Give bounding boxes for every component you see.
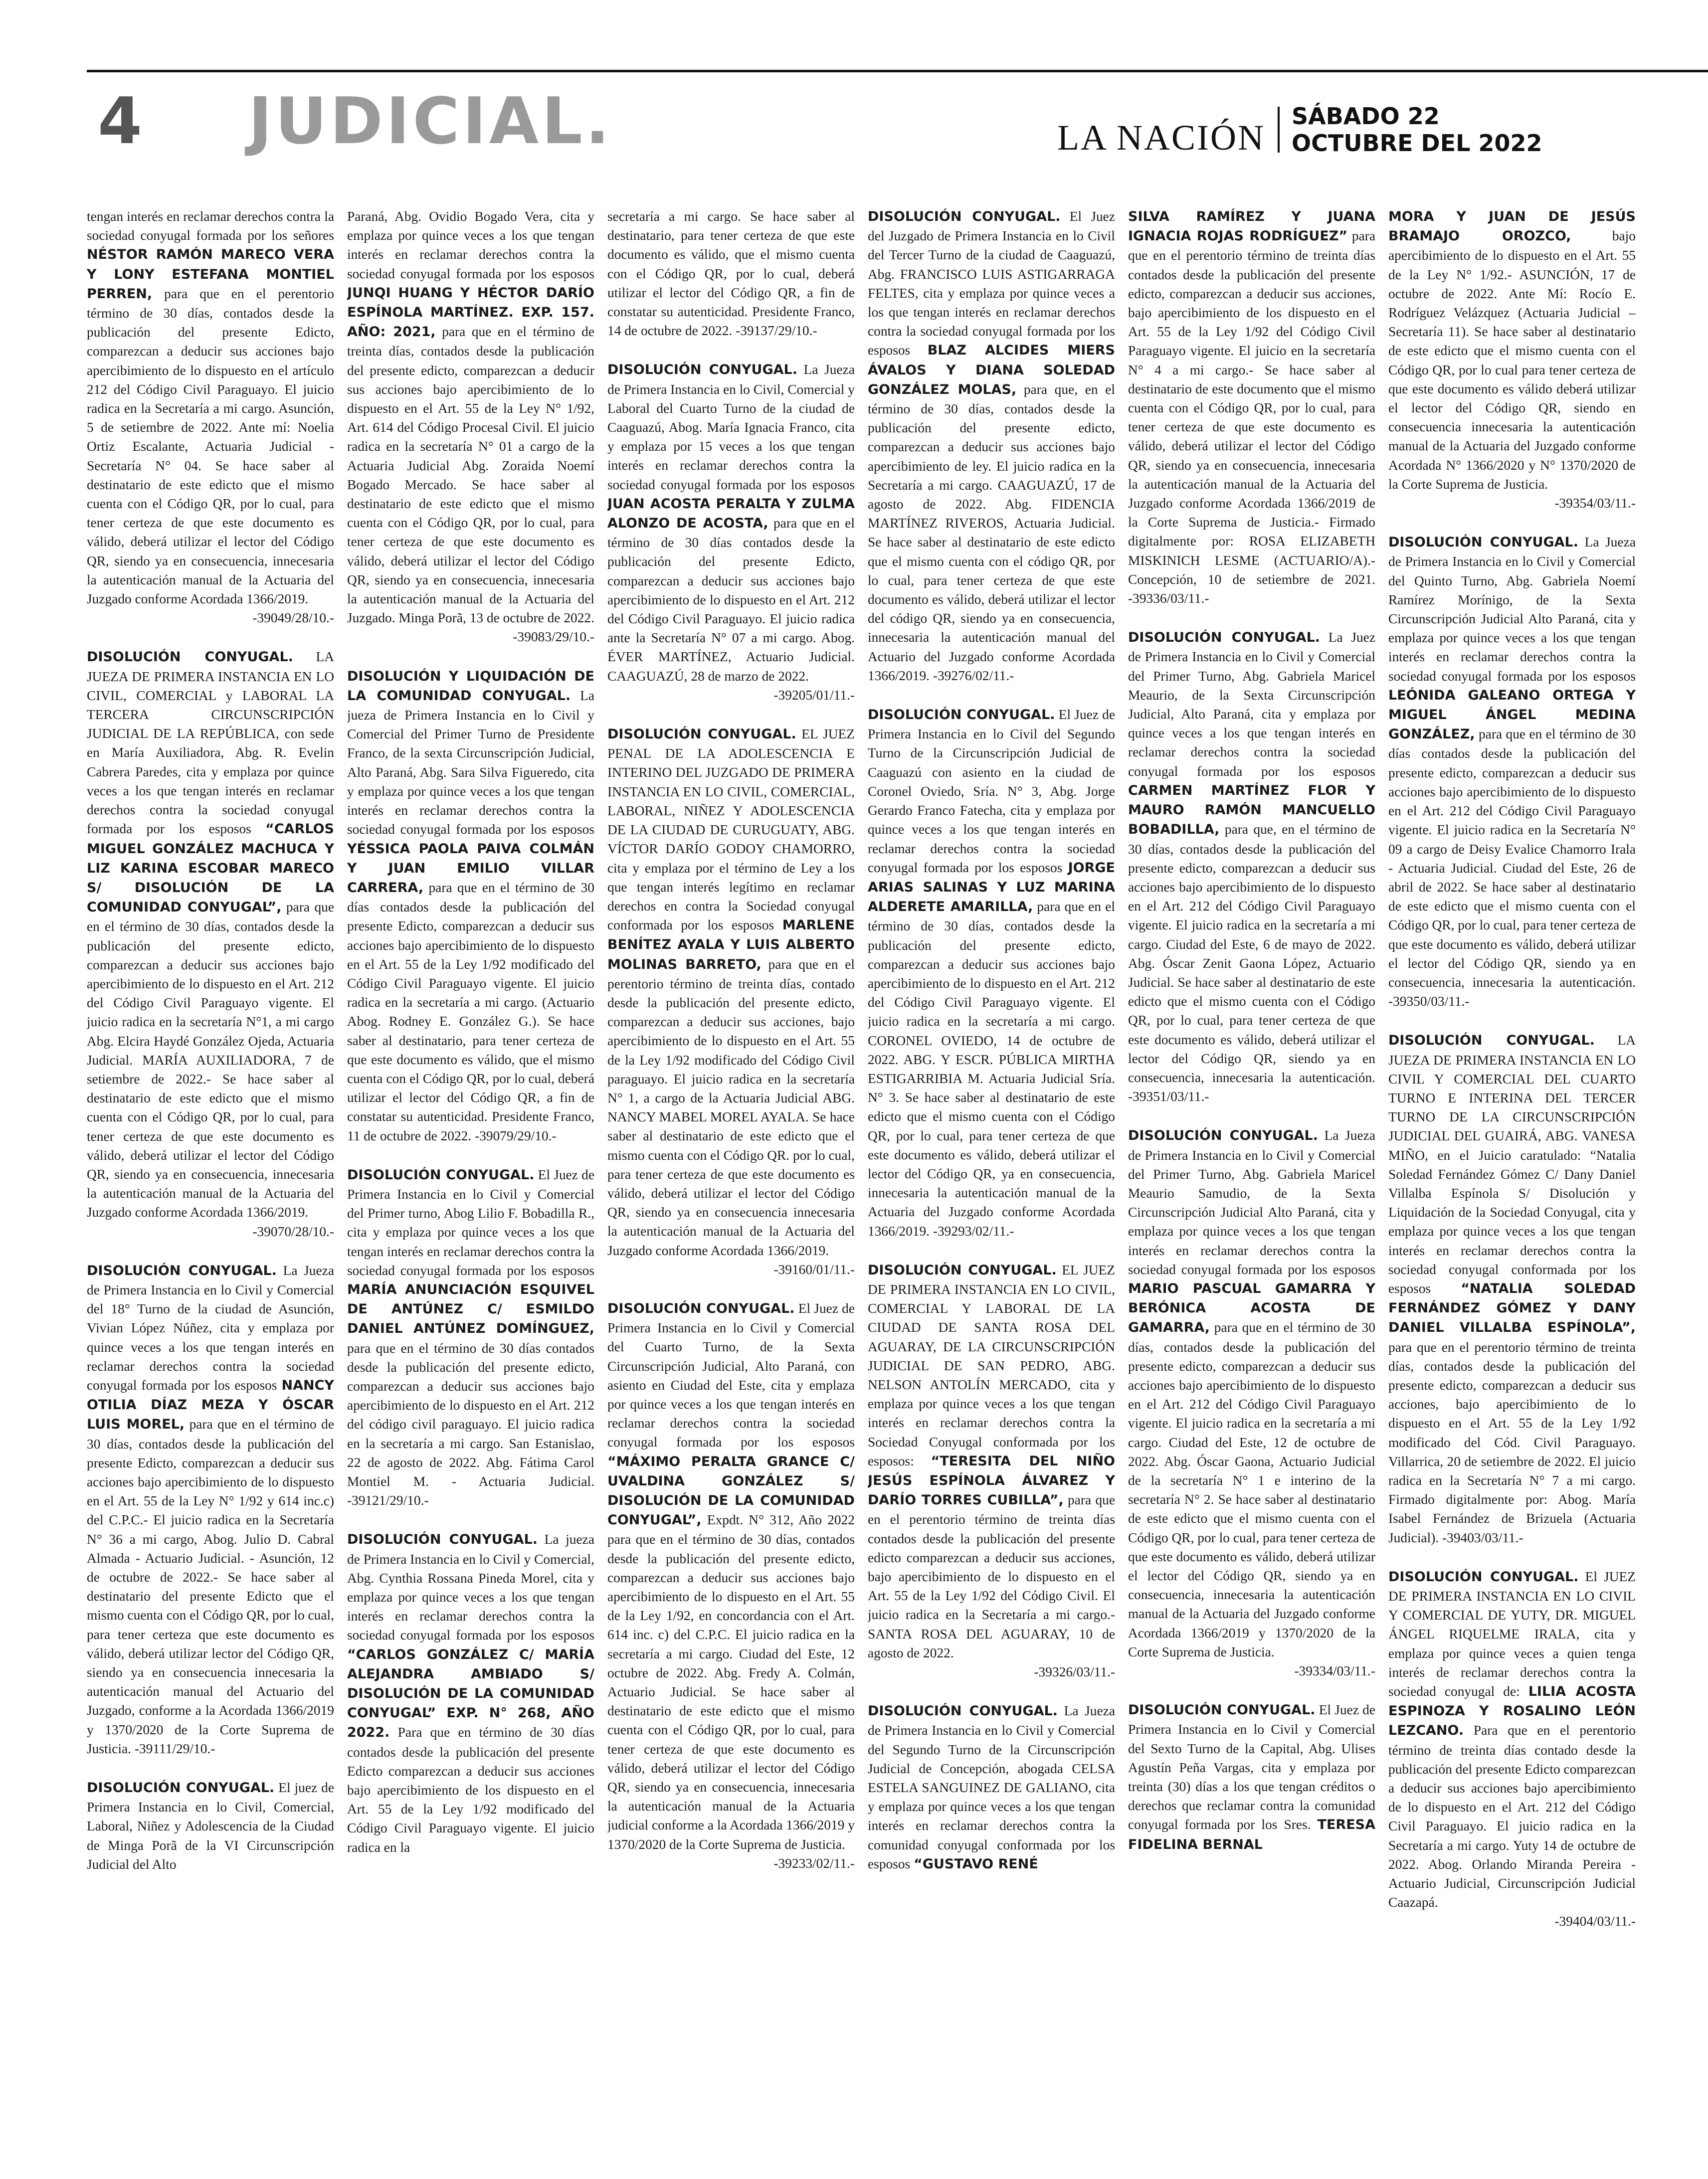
column-4 — [868, 207, 1115, 2157]
legal-notice — [1388, 533, 1636, 1011]
notice-reference-code: -39326/03/11.- — [1034, 1664, 1115, 1680]
notice-text: El Juez de Primera Instancia en lo Civil y Comercial del Sexto Turno de la Capital, Abg. Ulises Agustín Peña Vargas, cita y emplaza por treinta (30) días a los que tengan créditos o derechos que reclamar contra la comunidad conyugal formada por los Sres. — [1128, 1702, 1375, 1832]
legal-notice — [607, 360, 855, 705]
legal-notice — [1388, 1031, 1636, 1547]
notice-text: para que en el término de 30 días contados desde la publicación del presente edicto, comparezcan a deducir sus acciones bajo apercibimiento de lo dispuesto en el Art. 212 del código civil paraguayo. El juicio radica en la secretaría a mi cargo. San Estanislao, 22 de agosto de 2022. Abg. Fátima Carol Montiel M. - Actuaria Judicial. -39121/29/10.- — [347, 1340, 594, 1508]
notice-text: para que en el perentorio término de treinta días contados desde la publicación del presente edicto comparezcan a deducir sus acciones, bajo apercibimiento de lo dispuesto en el Art. 55 de la Ley 1/92 del Código Civil. El juicio radica en la Secretaría a mi cargo.- SANTA ROSA DEL AGUARAY, 10 de agosto de 2022. — [868, 1492, 1115, 1660]
notice-highlight: “MÁXIMO PERALTA GRANCE C/ UVALDINA GONZÁLEZ S/ DISOLUCIÓN DE LA COMUNIDAD CONYUGAL”, — [607, 1453, 855, 1528]
notice-reference-code: -39070/28/10.- — [252, 1224, 334, 1239]
column-1 — [87, 207, 334, 2157]
notice-highlight: LEÓNIDA GALEANO ORTEGA Y MIGUEL ÁNGEL MEDINA GONZÁLEZ, — [1388, 687, 1636, 742]
notice-highlight: DISOLUCIÓN CONYUGAL. — [347, 1167, 535, 1183]
notice-text: para que en el perentorio término de treinta días contados desde la publicación del presente edicto, comparezcan a deducir sus acciones, bajo apercibimiento de los dispuesto en el Art. 55 de la Ley 1/92 del Código Civil Paraguayo vigente. El juicio en la secretaría N° 4 a mi cargo.- Se hace saber al destinatario de este documento que el mismo cuenta con el Código QR, por lo cual, para tener certeza de que este documento es válido, deberá utilizar el lector del Código QR, siendo ya en consecuencia, innecesaria la autenticación manual de la Actuaria del Juzgado conforme Acordada 1366/2019 de la Corte Suprema de Justicia.- Firmado digitalmente por: ROSA ELIZABETH MISKINICH LESME (ACTUARIO/A).- Concepción, 10 de setiembre de 2021. -39336/03/11.- — [1128, 228, 1375, 606]
notice-text: para que en el perentorio término de 30 días, contados desde la publicación del presente Edicto, comparezcan a deducir sus acciones bajo apercibimiento de lo dispuesto en el artículo 212 del Código Civil Paraguayo. El juicio radica en la Secretaría a mi cargo. Asunción, 5 de setiembre de 2022. Ante mí: Noelia Ortiz Escalante, Actuaria Judicial - Secretaría N° 04. Se hace saber al destinatario de este edicto que el mismo cuenta con el Código QR, por lo cual, para tener certeza de que este documento es válido, deberá utilizar el lector del Código QR, siendo ya en consecuencia, innecesaria la autenticación manual de la Actuaria del Juzgado conforme Acordada 1366/2019. — [87, 286, 334, 607]
notice-highlight: JORGE ARIAS SALINAS Y LUZ MARINA ALDERETE AMARILLA, — [868, 860, 1115, 915]
legal-notice — [1128, 1700, 1375, 1854]
notice-highlight: MARÍA ANUNCIACIÓN ESQUIVEL DE ANTÚNEZ C/ ESMILDO DANIEL ANTÚNEZ DOMÍNGUEZ, — [347, 1281, 594, 1337]
notice-highlight: “CARLOS GONZÁLEZ C/ MARÍA ALEJANDRA AMBIADO S/ DISOLUCIÓN DE LA COMUNIDAD CONYUGAL” EXP. N° 268, AÑO 2022. — [347, 1646, 594, 1741]
legal-notice — [87, 1778, 334, 1874]
notice-text: bajo apercibimiento de lo dispuesto en el Art. 55 de la Ley N° 1/92.- ASUNCIÓN, 17 de octubre de 2022. Ante Mí: Rocío E. Rodríguez Velázquez (Actuaria Judicial – Secretaría 11). Se hace saber al destinatario de este edicto que el mismo cuenta con el Código QR, por lo cual para tener certeza de que este documento es válido deberá utilizar el lector del Código QR, siendo en consecuencia innecesaria la autenticación manual de la Actuaria del Juzgado conforme Acordada N° 1366/2020 y N° 1370/2020 de la Corte Suprema de Justicia. — [1388, 228, 1636, 492]
notice-highlight: MORA Y JUAN DE JESÚS BRAMAJO OROZCO, — [1388, 209, 1636, 244]
legal-notice — [1128, 1126, 1375, 1680]
notice-highlight: YÉSSICA PAOLA PAIVA COLMÁN Y JUAN EMILIO VILLAR CARRERA, — [347, 841, 594, 896]
notice-reference-code: -39160/01/11.- — [773, 1262, 855, 1277]
notice-text: EL JUEZ DE PRIMERA INSTANCIA EN LO CIVIL, COMERCIAL Y LABORAL DE LA CIUDAD DE SANTA ROSA DEL AGUARAY, DE LA CIRCUNSCRIPCIÓN JUDICIAL DE SAN PEDRO, ABG. NELSON ANTOLÍN MERCADO, cita y emplaza por quince veces a los que tengan interés en reclamar derechos contra la Sociedad Conyugal conformada por los esposos: — [868, 1262, 1115, 1468]
notice-text: El juez de Primera Instancia en lo Civil, Comercial, Laboral, Niñez y Adolescencia de la Ciudad de Minga Porã de la VI Circunscripción Judicial del Alto — [87, 1780, 334, 1872]
notice-highlight: “NATALIA SOLEDAD FERNÁNDEZ GÓMEZ Y DANY DANIEL VILLALBA ESPÍNOLA”, — [1388, 1280, 1636, 1336]
legal-notice — [347, 1530, 594, 1856]
notice-highlight: CARMEN MARTÍNEZ FLOR Y MAURO RAMÓN MANCUELLO BOBADILLA, — [1128, 782, 1375, 838]
issue-date-day: SÁBADO 22 — [1292, 103, 1440, 130]
notice-reference-code: -39334/03/11.- — [1294, 1663, 1375, 1679]
notice-highlight: SILVA RAMÍREZ Y JUANA IGNACIA ROJAS RODRÍGUEZ” — [1128, 209, 1375, 244]
notice-highlight: LILIA ACOSTA ESPINOZA Y ROSALINO LEÓN LEZCANO. — [1388, 1684, 1636, 1739]
newspaper-logo: LA NACIÓN — [1057, 118, 1265, 158]
notice-text: para que en el término de 30 días, contados desde la publicación del presente Edicto, comparezcan a deducir sus acciones bajo apercibimiento de lo dispuesto en el Art. 55 de la Ley N° 1/92 y 614 inc.c) del C.P.C.- El juicio radica en la Secretaría N° 36 a mi cargo, Abog. Julio D. Cabral Almada - Actuario Judicial. - Asunción, 12 de octubre de 2022.- Se hace saber al destinatario del presente Edicto que el mismo cuenta con el Código QR, por lo cual, para tener certeza que este documento es válido, deberá utilizar lector del Código QR, siendo ya en consecuencia innecesaria la autenticación manual del Actuario del Juzgado, conforme a la Acordada 1366/2019 y 1370/2020 de la Corte Suprema de Justicia. -39111/29/10.- — [87, 1417, 334, 1756]
date-divider — [1278, 107, 1280, 153]
notice-highlight: DISOLUCIÓN CONYUGAL. — [87, 1780, 275, 1796]
notice-highlight: MARLENE BENÍTEZ AYALA Y LUIS ALBERTO MOLINAS BARRETO, — [607, 917, 855, 972]
notice-highlight: DISOLUCIÓN CONYUGAL. — [868, 1262, 1057, 1278]
notice-text: para que, en el término de 30 días, contados desde la publicación del presente edicto, comparezcan a deducir sus acciones bajo apercibimiento de lo dispuesto en el Art. 212 del Código Civil Paraguayo vigente. El juicio radica en la secretaría a mi cargo. Ciudad del Este, 6 de mayo de 2022. Abg. Óscar Zenit Gaona López, Actuario Judicial. Se hace saber al destinatario de este edicto que el mismo cuenta con el Código QR, por lo cual, para tener certeza de que este documento es válido, deberá utilizar el lector del Código QR, siendo ya en consecuencia, innecesaria la autenticación. -39351/03/11.- — [1128, 822, 1375, 1104]
notice-highlight: JUNQI HUANG Y HÉCTOR DARÍO ESPÍNOLA MARTÍNEZ. EXP. 157. AÑO: 2021, — [347, 285, 594, 340]
legal-notice — [607, 207, 855, 340]
notice-highlight: DISOLUCIÓN CONYUGAL. — [868, 1703, 1058, 1719]
notice-text: tengan interés en reclamar derechos contra la sociedad conyugal formada por los señores — [87, 209, 334, 243]
section-title: JUDICIAL. — [248, 84, 613, 159]
notice-text: La Jueza de Primera Instancia en lo Civil y Comercial del Quinto Turno, Abg. Gabriela Noemí Ramírez Morínigo, de la Sexta Circunscripción Judicial Alto Paraná, cita y emplaza por quince veces a los que tengan interés en reclamar derechos contra la sociedad conyugal formada por los esposos — [1388, 535, 1636, 684]
notice-text: Para que en el perentorio término de treinta días contado desde la publicación del presente Edicto comparezcan a deducir sus acciones bajo apercibimiento de lo dispuesto en el Art. 212 del Código Civil Paraguayo. El juicio radica en la Secretaría a mi cargo. Yuty 14 de octubre de 2022. Abog. Orlando Miranda Pereira - Actuario Judicial, Circunscripción Judicial Caazapá. — [1388, 1723, 1636, 1910]
legal-notice — [1388, 1567, 1636, 1931]
notice-text: El Juez de Primera Instancia en lo Civil y Comercial del Cuarto Turno, de la Sexta Circunscripción Judicial, Alto Paraná, con asiento en Ciudad del Este, cita y emplaza por quince veces a los que tengan interés en reclamar derechos contra la sociedad conyugal formada por los esposos — [607, 1300, 855, 1450]
notice-highlight: DISOLUCIÓN CONYUGAL. — [1388, 1569, 1579, 1585]
notice-text: El JUEZ DE PRIMERA INSTANCIA EN LO CIVIL Y COMERCIAL DE YUTY, DR. MIGUEL ÁNGEL RIQUELME IRALA, cita y emplaza por quince veces a quien tenga interés de reclamar derechos contra la sociedad conyugal de: — [1388, 1569, 1636, 1699]
notice-highlight: DISOLUCIÓN CONYUGAL. — [1388, 535, 1578, 550]
legal-notice — [868, 207, 1115, 685]
notice-reference-code: -39233/02/11.- — [773, 1855, 855, 1871]
notice-reference-code: -39205/01/11.- — [773, 687, 855, 703]
notice-text: para que en el término de 30 días, contados desde la publicación del presente edicto, comparezcan a deducir sus acciones bajo apercibimiento de lo dispuesto en el Art. 212 del Código Civil Paraguayo vigente. El juicio radica en la secretaría a mi cargo. Ciudad del Este, 12 de octubre de 2022. Abg. Óscar Gaona, Actuario Judicial de la secretaría N° 1 e interino de la secretaría N° 2. Se hace saber al destinatario de este edicto que el mismo cuenta con el Código QR, por lo cual, para tener certeza de que este documento es válido, deberá utilizar el lector del Código QR, siendo ya en consecuencia, innecesaria la autenticación manual de la Actuaria del Juzgado conforme Acordada 1366/2019 y 1370/2020 de la Corte Suprema de Justicia. — [1128, 1320, 1375, 1659]
notice-highlight: DISOLUCIÓN CONYUGAL. — [607, 726, 796, 742]
notice-highlight: DISOLUCIÓN CONYUGAL. — [1388, 1033, 1595, 1049]
legal-notice — [868, 1261, 1115, 1681]
legal-notice — [1388, 207, 1636, 513]
notice-text: La Jueza de Primera Instancia en lo Civil y Comercial del 18° Turno de la ciudad de Asunción, Vivian López Núñez, cita y emplaza por quince veces a los que tengan interés en reclamar derechos contra la sociedad conyugal formada por los esposos — [87, 1263, 334, 1393]
legal-notice — [607, 1299, 855, 1873]
legal-notice — [87, 647, 334, 1241]
notice-text: LA JUEZA DE PRIMERA INSTANCIA EN LO CIVIL Y COMERCIAL DEL CUARTO TURNO E INTERINA DEL TERCER TURNO DE LA CIRCUNSCRIPCIÓN JUDICIAL DEL GUAIRÁ, ABG. VANESA MIÑO, en el Juicio caratulado: “Natalia Soledad Fernández Gómez C/ Dany Daniel Villalba Espínola S/ Disolución y Liquidación de la Sociedad Conyugal, cita y emplaza por quince veces a los que tengan interés en reclamar derechos contra la sociedad conyugal conformada por los esposos — [1388, 1033, 1636, 1296]
column-6 — [1388, 207, 1636, 2157]
notice-text: La jueza de Primera Instancia en lo Civil y Comercial del Primer Turno de Presidente Franco, de la sexta Circunscripción Judicial, Alto Paraná, Abg. Sara Silva Figueredo, cita y emplaza por quince veces a los que tengan interés en reclamar derechos contra la sociedad conyugal formada por los esposos — [347, 688, 594, 837]
notice-text: para que en el término de 30 días, contados desde la publicación del presente edicto, comparezcan a deducir sus acciones bajo apercibimiento de lo dispuesto en el Art. 212 del Código Civil Paraguayo vigente. El juicio radica en la secretaría a mi cargo. CORONEL OVIEDO, 14 de octubre de 2022. ABG. Y ESCR. PÚBLICA MIRTHA ESTIGARRIBIA M. Actuaria Judicial Sría. N° 3. Se hace saber al destinatario de este edicto que el mismo cuenta con el Código QR, por lo cual, para tener certeza de que este documento es válido, deberá utilizar el lector del Código QR, ya en consecuencia, innecesaria la autenticación manual de la Actuaria del Juzgado conforme Acordada 1366/2019. -39293/02/11.- — [868, 899, 1115, 1239]
notice-reference-code: -39404/03/11.- — [1554, 1914, 1636, 1929]
legal-notice — [87, 207, 334, 627]
notice-highlight: “CARLOS MIGUEL GONZÁLEZ MACHUCA Y LIZ KARINA ESCOBAR MARECO S/ DISOLUCIÓN DE LA COMUNIDAD CONYUGAL”, — [87, 821, 334, 915]
legal-notice — [347, 1165, 594, 1510]
notice-text: para que en el perentorio término de treinta días, contado desde la publicación del presente edicto, comparezcan a deducir sus acciones, bajo apercibimiento de lo dispuesto en el Art. 55 de la Ley 1/92 modificado del Código Civil paraguayo. El juicio radica en la secretaría N° 1, a cargo de la Actuaria Judicial ABG. NANCY MABEL MOREL AYALA. Se hace saber al destinatario de este edicto que el mismo cuenta con el Código QR. por lo cual, para tener certeza de que este documento es válido, deberá utilizar el lector del Código QR, siendo ya en consecuencia innecesaria la autenticación manual de la Actuaria del Juzgado conforme Acordada 1366/2019. — [607, 956, 855, 1258]
notice-text: La Jueza de Primera Instancia en lo Civil, Comercial y Laboral del Cuarto Turno de la ciudad de Caaguazú, Abog. María Ignacia Franco, cita y emplaza por 15 veces a los que tengan interés en reclamar derechos contra la sociedad conyugal formada por los esposos — [607, 362, 855, 492]
notice-highlight: “GUSTAVO RENÉ — [914, 1856, 1038, 1872]
notices-columns — [87, 207, 1638, 2157]
legal-notice — [868, 1701, 1115, 1874]
notice-text: secretaría a mi cargo. Se hace saber al destinatario, para tener certeza de que este documento es válido, que el mismo cuenta con el Código QR, por lo cual, deberá utilizar el lector del Código QR, a fin de constatar su autenticidad. Presidente Franco, 14 de octubre de 2022. -39137/29/10.- — [607, 209, 855, 339]
notice-text: Para que en término de 30 días contados desde la publicación del presente Edicto comparezcan a deducir sus acciones bajo apercibimiento de los dispuesto en el Art. 55 de la Ley 1/92 modificado del Código Civil Paraguayo vigente. El juicio radica en la — [347, 1725, 594, 1855]
legal-notice — [607, 725, 855, 1279]
notice-highlight: DISOLUCIÓN CONYUGAL. — [1128, 1128, 1318, 1144]
notice-text: La Jueza de Primera Instancia en lo Civil y Comercial del Primer Turno, Abg. Gabriela Maricel Meaurio Samudio, de la Sexta Circunscripción Judicial Alto Paraná, cita y emplaza por quince veces a los que tengan interés en reclamar derechos contra la sociedad conyugal formada por los esposos — [1128, 1128, 1375, 1277]
notice-highlight: DISOLUCIÓN CONYUGAL. — [1128, 630, 1321, 646]
notice-highlight: DISOLUCIÓN CONYUGAL. — [1128, 1702, 1316, 1718]
notice-text: para que en el perentorio término de treinta días, contados desde la publicación del presente edicto, comparezcan a deducir sus acciones, bajo apercibimiento de lo dispuesto en el Art. 55 de la Ley 1/92 modificado del Cód. Civil Paraguayo. Villarrica, 20 de setiembre de 2022. El juicio radica en la Secretaría N° 7 a mi cargo. Firmado digitalmente por: Abog. María Isabel Fernández de Brizuela (Actuaria Judicial). -39403/03/11.- — [1388, 1339, 1636, 1545]
notice-reference-code: -39049/28/10.- — [252, 610, 334, 626]
notice-text: La jueza de Primera Instancia en lo Civil y Comercial, Abg. Cynthia Rossana Pineda Morel, cita y emplaza por quince veces a los que tengan interés en reclamar derechos contra la sociedad conyugal formada por los esposos — [347, 1532, 594, 1643]
column-5 — [1128, 207, 1375, 2157]
notice-text: El Juez del Juzgado de Primera Instancia en lo Civil del Tercer Turno de la ciudad de Caaguazú, Abg. FRANCISCO LUIS ASTIGARRAGA FELTES, cita y emplaza por quince veces a los que tengan interés en reclamar derechos contra la sociedad conyugal formada por los esposos — [868, 209, 1115, 358]
notice-highlight: DISOLUCIÓN Y LIQUIDACIÓN DE LA COMUNIDAD CONYUGAL. — [347, 668, 594, 704]
notice-text: El Juez de Primera Instancia en lo Civil del Segundo Turno de la Circunscripción Judicial de Caaguazú con asiento en la ciudad de Coronel Oviedo, Sría. N° 3, Abg. Jorge Gerardo Franco Fatecha, cita y emplaza por quince veces a los que tengan interés en reclamar derechos contra la sociedad conyugal formada por los esposos — [868, 707, 1115, 875]
notice-highlight: DISOLUCIÓN CONYUGAL. — [607, 1300, 795, 1316]
notice-highlight: BLAZ ALCIDES MIERS ÁVALOS Y DIANA SOLEDAD GONZÁLEZ MOLAS, — [868, 343, 1115, 397]
legal-notice — [1128, 207, 1375, 608]
notice-highlight: TERESA FIDELINA BERNAL — [1128, 1817, 1375, 1852]
header-rule — [87, 70, 1708, 72]
notice-text: El Juez de Primera Instancia en lo Civil y Comercial del Primer turno, Abog Lilio F. Bobadilla R., cita y emplaza por quince veces a los que tengan interés en reclamar derechos contra la sociedad conyugal formada por los esposos — [347, 1167, 594, 1278]
notice-text: Paraná, Abg. Ovidio Bogado Vera, cita y emplaza por quince veces a los que tengan interés en reclamar derechos contra la sociedad conyugal formada por los esposos — [347, 209, 594, 281]
notice-highlight: NÉSTOR RAMÓN MARECO VERA Y LONY ESTEFANA MONTIEL PERREN, — [87, 247, 334, 302]
issue-date-month-year: OCTUBRE DEL 2022 — [1292, 130, 1542, 157]
notice-highlight: DISOLUCIÓN CONYUGAL. — [868, 209, 1061, 224]
notice-highlight: JUAN ACOSTA PERALTA Y ZULMA ALONZO DE ACOSTA, — [607, 496, 855, 532]
notice-text: La Juez de Primera Instancia en lo Civil y Comercial del Primer Turno, Abg. Gabriela Maricel Meaurio, de la Sexta Circunscripción Judicial, Alto Paraná, cita y emplaza por quince veces a los que tengan interés en reclamar derechos contra la sociedad conyugal formada por los esposos — [1128, 630, 1375, 779]
column-3 — [607, 207, 855, 2157]
notice-highlight: DISOLUCIÓN CONYUGAL. — [607, 362, 797, 378]
notice-text: para que, en el término de 30 días, contados desde la publicación del presente edicto, comparezcan a deducir sus acciones bajo apercibimiento de ley. El juicio radica en la Secretaría a mi cargo. CAAGUAZÚ, 17 de agosto de 2022. Abg. FIDENCIA MARTÍNEZ RIVEROS, Actuaria Judicial. Se hace saber al destinatario de este edicto que el mismo cuenta con el código QR, por lo cual, para tener certeza de que este documento es válido, deberá utilizar el lector del código QR, siendo ya en consecuencia, innecesaria la autenticación manual del Actuario del Juzgado conforme Acordada 1366/2019. -39276/02/11.- — [868, 381, 1115, 683]
notice-text: para que en el término de 30 días contados desde la publicación del presente Edicto, comparezcan a deducir sus acciones bajo apercibimiento de lo dispuesto en el Art. 55 de la Ley 1/92 modificado del Código Civil Paraguayo vigente. El juicio radica en la secretaría a mi cargo. (Actuario Abog. Rodney E. González G.). Se hace saber al destinatario, para tener certeza de que este documento es válido, que el mismo cuenta con el Código QR, por lo cual, deberá utilizar el lector del Código QR, a fin de constatar su autenticidad. Presidente Franco, 11 de octubre de 2022. -39079/29/10.- — [347, 880, 594, 1143]
page-number: 4 — [98, 84, 144, 159]
legal-notice — [1128, 628, 1375, 1106]
notice-text: La Jueza de Primera Instancia en lo Civil y Comercial del Segundo Turno de la Circunscripción Judicial de Concepción, abogada CELSA ESTELA SANGUINEZ DE GALIANO, cita y emplaza por quince veces a los que tengan interés en reclamar derechos contra la comunidad conyugal conformada por los esposos — [868, 1703, 1115, 1871]
legal-notice — [347, 207, 594, 647]
notice-highlight: DISOLUCIÓN CONYUGAL. — [87, 649, 293, 665]
notice-highlight: NANCY OTILIA DÍAZ MEZA Y ÓSCAR LUIS MOREL, — [87, 1377, 334, 1433]
notice-reference-code: -39083/29/10.- — [513, 629, 594, 645]
column-2 — [347, 207, 594, 2157]
notice-text: LA JUEZA DE PRIMERA INSTANCIA EN LO CIVIL, COMERCIAL y LABORAL LA TERCERA CIRCUNSCRIPCIÓN JUDICIAL DE LA REPÚBLICA, con sede en María Auxiliadora, Abg. R. Evelin Cabrera Paredes, cita y emplaza por quince veces a los que tengan interés en reclamar derechos contra la sociedad conyugal formada por los esposos — [87, 649, 334, 837]
notice-text: EL JUEZ PENAL DE LA ADOLESCENCIA E INTERINO DEL JUZGADO DE PRIMERA INSTANCIA EN LO CIVIL, COMERCIAL, LABORAL, NIÑEZ Y ADOLESCENCIA DE LA CIUDAD DE CURUGUATY, ABG. VÍCTOR DARÍO GODOY CHAMORRO, cita y emplaza por el término de Ley a los que tengan interés legítimo en reclamar derechos en contra la Sociedad conyugal conformada por los esposos — [607, 726, 855, 933]
legal-notice — [347, 667, 594, 1145]
issue-date — [1292, 103, 1542, 157]
legal-notice — [868, 705, 1115, 1241]
notice-highlight: DISOLUCIÓN CONYUGAL. — [347, 1532, 538, 1548]
notice-highlight: “TERESITA DEL NIÑO JESÚS ESPÍNOLA ÁLVAREZ Y DARÍO TORRES CUBILLA”, — [868, 1453, 1115, 1508]
notice-text: para que en el término de 30 días contados desde la publicación del presente Edicto, comparezcan a deducir sus acciones bajo apercibimiento de lo dispuesto en el Art. 212 del Código Civil Paraguayo. El juicio radica ante la Secretaría N° 07 a mi cargo. Abog. ÉVER MARTÍNEZ, Actuario Judicial. CAAGUAZÚ, 28 de marzo de 2022. — [607, 516, 855, 684]
notice-text: para que en el término de 30 días, contados desde la publicación del presente edicto, comparezcan a deducir sus acciones bajo apercibimiento de lo dispuesto en el Art. 212 del Código Civil Paraguayo vigente. El juicio radica en la secretaría N°1, a mi cargo Abg. Elcira Haydé González Ojeda, Actuaria Judicial. MARÍA AUXILIADORA, 7 de setiembre de 2022.- Se hace saber al destinatario de este edicto que el mismo cuenta con el Código QR, por lo cual, para tener certeza de que este documento es válido, deberá utilizar el lector del Código QR, siendo ya en consecuencia, innecesaria la autenticación manual de la Actuaria del Juzgado conforme Acordada 1366/2019. — [87, 900, 334, 1220]
notice-reference-code: -39354/03/11.- — [1554, 496, 1636, 511]
notice-text: para que en el término de 30 días contados desde la publicación del presente edicto, comparezcan a deducir sus acciones bajo apercibimiento de lo dispuesto en el Art. 212 del Código Civil Paraguayo vigente. El juicio radica en la Secretaría N° 09 a cargo de Deisy Evalice Chamorro Irala - Actuaria Judicial. Ciudad del Este, 26 de abril de 2022. Se hace saber al destinatario de este edicto que el mismo cuenta con el Código QR, por lo cual, para tener certeza de que este documento es válido, deberá utilizar el lector del Código QR, siendo ya en consecuencia, innecesaria la autenticación. -39350/03/11.- — [1388, 726, 1636, 1009]
notice-text: para que en el término de treinta días, contados desde la publicación del presente edicto, comparezcan a deducir sus acciones bajo apercibimiento de lo dispuesto en el Art. 55 de la Ley N° 1/92, Art. 614 del Código Procesal Civil. El juicio radica en la secretaría N° 01 a cargo de la Actuaria Judicial Abg. Zoraida Noemí Bogado Mercado. Se hace saber al destinatario de este edicto que el mismo cuenta con el Código QR, por lo cual, para tener certeza de que este documento es válido, deberá utilizar el lector del Código QR, siendo ya en consecuencia, innecesaria la autenticación manual de la Actuaria del Juzgado. Minga Porã, 13 de octubre de 2022. — [347, 324, 594, 626]
notice-highlight: DISOLUCIÓN CONYUGAL. — [87, 1263, 277, 1278]
legal-notice — [87, 1261, 334, 1758]
notice-text: Expdt. N° 312, Año 2022 para que en el término de 30 días, contados desde la publicación del presente edicto, comparezcan a deducir sus acciones bajo apercibimiento de lo dispuesto en el Art. 55 de la Ley 1/92, en concordancia con el Art. 614 inc. c) del C.P.C. El juicio radica en la secretaría a mi cargo. Ciudad del Este, 12 octubre de 2022. Abg. Fredy A. Colmán, Actuario Judicial. Se hace saber al destinatario de este edicto que el mismo cuenta con el Código QR, por lo cual, para tener certeza de que este documento es válido, deberá utilizar el lector del Código QR, siendo ya en consecuencia, innecesaria la autenticación manual de la Actuaria judicial conforme a la Acordada 1366/2019 y 1370/2020 de la Corte Suprema de Justicia. — [607, 1512, 855, 1852]
notice-highlight: DISOLUCIÓN CONYUGAL. — [868, 707, 1055, 723]
notice-highlight: MARIO PASCUAL GAMARRA Y BERÓNICA ACOSTA DE GAMARRA, — [1128, 1280, 1375, 1336]
